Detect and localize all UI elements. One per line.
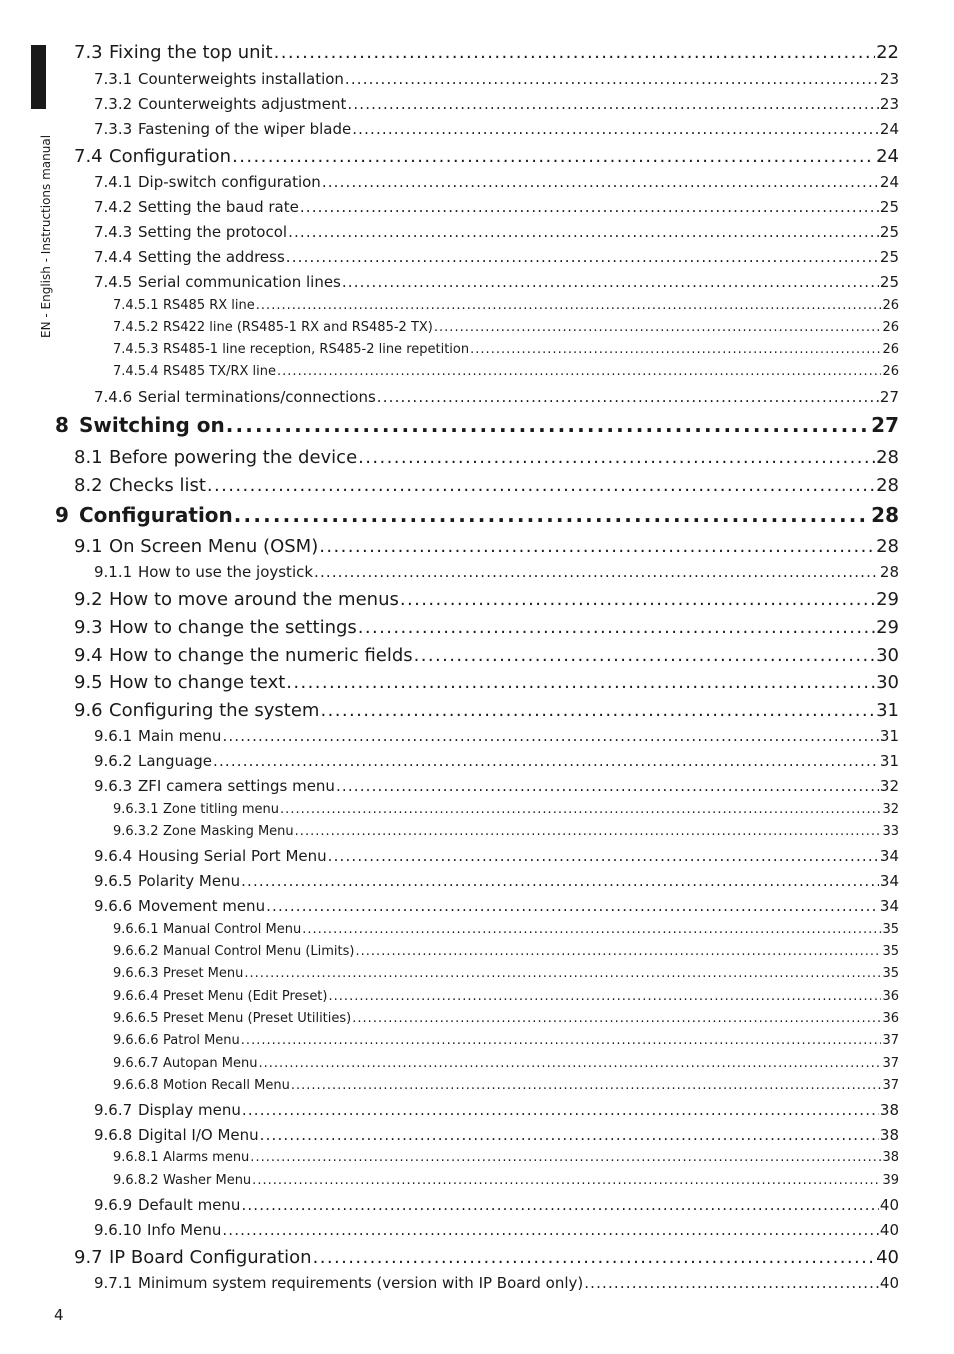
toc-entry[interactable] (94, 248, 899, 266)
toc-entry-page: 31 (879, 752, 899, 770)
dot-leader (328, 989, 881, 1004)
toc-entry-page: 33 (882, 824, 899, 839)
toc-entry-number: 7.4.5.3 (113, 342, 159, 357)
toc-entry[interactable] (94, 173, 899, 191)
toc-entry-number: 8.2 (74, 475, 103, 496)
toc-entry-page: 25 (879, 273, 899, 291)
toc-entry-title: Preset Menu (163, 966, 244, 981)
toc-entry-number: 9.6.6.4 (113, 989, 159, 1004)
toc-entry[interactable] (94, 1101, 899, 1119)
toc-entry-title: RS485-1 line reception, RS485-2 line repetition (163, 342, 470, 357)
toc-entry-page: 40 (879, 1221, 899, 1239)
dot-leader (286, 672, 875, 693)
toc-entry-number: 9.6.3.2 (113, 824, 159, 839)
toc-entry[interactable] (113, 989, 899, 1004)
toc-entry-number: 9.6.6.3 (113, 966, 159, 981)
toc-entry-title: How to change the settings (109, 617, 357, 638)
toc-entry-page: 37 (882, 1078, 899, 1093)
dot-leader (213, 752, 879, 770)
toc-entry-page: 26 (882, 342, 899, 357)
toc-entry[interactable] (74, 447, 899, 468)
toc-entry-title: How to change text (109, 672, 286, 693)
toc-entry-title: Patrol Menu (163, 1033, 240, 1048)
dot-leader (252, 1173, 881, 1188)
toc-entry-page: 24 (879, 120, 899, 138)
toc-entry[interactable] (94, 198, 899, 216)
toc-entry-page: 22 (876, 42, 899, 63)
toc-entry[interactable] (74, 146, 899, 167)
toc-entry-number: 9.6.3.1 (113, 802, 159, 817)
toc-entry-page: 40 (876, 1247, 899, 1268)
dot-leader (320, 700, 875, 721)
toc-entry-page: 34 (879, 847, 899, 865)
toc-entry-page: 23 (879, 70, 899, 88)
toc-entry[interactable] (94, 847, 899, 865)
toc-entry-number: 9.6.6 (94, 897, 133, 915)
dot-leader (256, 298, 882, 313)
toc-entry[interactable] (74, 475, 899, 496)
toc-entry-page: 31 (876, 700, 899, 721)
dot-leader (322, 173, 879, 191)
toc-entry[interactable] (94, 223, 899, 241)
dot-leader (266, 897, 879, 915)
toc-entry-number: 9.1 (74, 536, 103, 557)
toc-entry-number: 9.6.4 (94, 847, 133, 865)
toc-entry-page: 34 (879, 872, 899, 890)
toc-entry-title: Switching on (79, 413, 225, 437)
toc-entry-number: 9.6.6.2 (113, 944, 159, 959)
toc-entry[interactable] (74, 536, 899, 557)
dot-leader (302, 922, 881, 937)
toc-entry-title: RS485 RX line (163, 298, 255, 313)
dot-leader (222, 1221, 879, 1239)
dot-leader (274, 42, 875, 63)
section-marker-bar (31, 45, 46, 109)
toc-entry-title: How to use the joystick (138, 563, 314, 581)
dot-leader (207, 475, 875, 496)
dot-leader (258, 1056, 881, 1071)
toc-entry-number: 9.6.8.2 (113, 1173, 159, 1188)
toc-entry[interactable] (94, 1126, 899, 1144)
dot-leader (319, 536, 875, 557)
toc-entry[interactable] (74, 1247, 899, 1268)
dot-leader (355, 944, 881, 959)
toc-entry-title: Setting the address (138, 248, 285, 266)
toc-entry-page: 29 (876, 617, 899, 638)
toc-entry-number: 9.6.9 (94, 1196, 133, 1214)
dot-leader (234, 503, 870, 527)
toc-entry-page: 24 (876, 146, 899, 167)
toc-entry[interactable] (113, 824, 899, 839)
toc-entry-page: 25 (879, 223, 899, 241)
toc-entry-page: 35 (882, 922, 899, 937)
toc-entry[interactable] (113, 944, 899, 959)
toc-entry-page: 40 (879, 1196, 899, 1214)
dot-leader (434, 320, 882, 335)
dot-leader (241, 872, 879, 890)
toc-entry-number: 8.1 (74, 447, 103, 468)
toc-entry-title: Configuring the system (109, 700, 320, 721)
toc-entry-title: Motion Recall Menu (163, 1078, 290, 1093)
toc-entry-page: 32 (879, 777, 899, 795)
toc-entry[interactable] (113, 966, 899, 981)
toc-entry-page: 25 (879, 248, 899, 266)
dot-leader (242, 1101, 879, 1119)
toc-entry[interactable] (113, 320, 899, 335)
toc-entry-page: 28 (871, 503, 899, 527)
toc-entry-number: 9.6.6.5 (113, 1011, 159, 1026)
toc-entry-title: How to change the numeric fields (109, 645, 413, 666)
toc-entry[interactable] (94, 273, 899, 291)
toc-entry-number: 9.6.8 (94, 1126, 133, 1144)
toc-entry[interactable] (113, 1173, 899, 1188)
toc-entry-number: 7.4.3 (94, 223, 133, 241)
toc-entry-title: ZFI camera settings menu (138, 777, 335, 795)
toc-entry[interactable] (94, 777, 899, 795)
dot-leader (291, 1078, 882, 1093)
toc-entry-title: Setting the baud rate (138, 198, 299, 216)
toc-entry-page: 35 (882, 966, 899, 981)
side-label: EN - English - Instructions manual (39, 134, 53, 338)
toc-entry-title: Serial communication lines (138, 273, 341, 291)
toc-entry[interactable] (113, 1078, 899, 1093)
dot-leader (280, 802, 881, 817)
dot-leader (241, 1196, 878, 1214)
toc-entry[interactable] (113, 1011, 899, 1026)
toc-entry-number: 7.4.1 (94, 173, 133, 191)
toc-entry-page: 30 (876, 645, 899, 666)
toc-entry-number: 9.6.1 (94, 727, 133, 745)
toc-entry-title: Movement menu (138, 897, 266, 915)
toc-entry-number: 7.3.1 (94, 70, 133, 88)
toc-entry[interactable] (113, 364, 899, 379)
toc-entry-page: 36 (882, 1011, 899, 1026)
dot-leader (352, 1011, 881, 1026)
toc-entry-page: 24 (879, 173, 899, 191)
toc-entry-number: 9.2 (74, 589, 103, 610)
toc-entry-number: 7.4.5 (94, 273, 133, 291)
toc-entry-title: Configuration (79, 503, 233, 527)
toc-entry-title: Language (138, 752, 213, 770)
toc-entry-page: 39 (882, 1173, 899, 1188)
toc-entry-page: 35 (882, 944, 899, 959)
toc-entry-title: Setting the protocol (138, 223, 288, 241)
toc-entry-title: Fixing the top unit (109, 42, 273, 63)
toc-entry-page: 32 (882, 802, 899, 817)
toc-entry-page: 28 (876, 447, 899, 468)
toc-entry-title: Manual Control Menu (163, 922, 302, 937)
dot-leader (222, 727, 878, 745)
toc-entry-page: 26 (882, 298, 899, 313)
toc-entry-title: Counterweights adjustment (138, 95, 347, 113)
toc-entry-title: Fastening of the wiper blade (138, 120, 352, 138)
toc-entry-page: 23 (879, 95, 899, 113)
dot-leader (347, 95, 878, 113)
toc-entry[interactable] (94, 1274, 899, 1292)
dot-leader (342, 273, 879, 291)
toc-entry[interactable] (74, 700, 899, 721)
toc-entry-number: 9.4 (74, 645, 103, 666)
toc-entry-number: 7.3.3 (94, 120, 133, 138)
toc-entry-title: Display menu (138, 1101, 241, 1119)
dot-leader (288, 223, 879, 241)
toc-entry-title: Zone titling menu (163, 802, 280, 817)
toc-entry-title: Preset Menu (Edit Preset) (163, 989, 328, 1004)
toc-entry-title: Housing Serial Port Menu (138, 847, 327, 865)
toc-entry-title: On Screen Menu (OSM) (109, 536, 319, 557)
toc-entry-page: 28 (879, 563, 899, 581)
toc-entry-title: RS485 TX/RX line (163, 364, 276, 379)
toc-entry-title: Minimum system requirements (version with IP Board only) (138, 1274, 584, 1292)
dot-leader (277, 364, 881, 379)
dot-leader (358, 447, 875, 468)
toc-entry-page: 26 (882, 364, 899, 379)
toc-entry[interactable] (94, 1221, 899, 1239)
toc-entry[interactable] (113, 1150, 899, 1165)
toc-entry-number: 7.3 (74, 42, 103, 63)
toc-entry[interactable] (74, 645, 899, 666)
toc-entry[interactable] (113, 802, 899, 817)
dot-leader (352, 120, 879, 138)
toc-entry-number: 7.4 (74, 146, 103, 167)
toc-entry-title: Zone Masking Menu (163, 824, 294, 839)
toc-entry-title: Manual Control Menu (Limits) (163, 944, 355, 959)
toc-entry-title: Washer Menu (163, 1173, 252, 1188)
toc-entry[interactable] (74, 617, 899, 638)
dot-leader (377, 388, 879, 406)
toc-entry[interactable] (113, 342, 899, 357)
toc-entry[interactable] (94, 727, 899, 745)
dot-leader (470, 342, 881, 357)
toc-entry-page: 30 (876, 672, 899, 693)
dot-leader (336, 777, 879, 795)
toc-entry-number: 9.6.5 (94, 872, 133, 890)
dot-leader (345, 70, 879, 88)
toc-entry[interactable] (94, 388, 899, 406)
toc-entry-page: 36 (882, 989, 899, 1004)
toc-entry[interactable] (74, 589, 899, 610)
toc-entry-number: 7.4.4 (94, 248, 133, 266)
toc-entry-page: 27 (871, 413, 899, 437)
toc-entry-number: 7.4.6 (94, 388, 133, 406)
toc-entry-page: 31 (879, 727, 899, 745)
dot-leader (260, 1126, 879, 1144)
toc-entry-page: 29 (876, 589, 899, 610)
dot-leader (244, 966, 881, 981)
toc-entry[interactable] (94, 1196, 899, 1214)
toc-entry[interactable] (94, 872, 899, 890)
toc-entry-number: 8 (55, 413, 69, 437)
toc-entry-number: 9.3 (74, 617, 103, 638)
toc-entry-page: 26 (882, 320, 899, 335)
toc-entry-page: 34 (879, 897, 899, 915)
toc-entry[interactable] (74, 672, 899, 693)
toc-entry-page: 38 (879, 1126, 899, 1144)
dot-leader (300, 198, 879, 216)
dot-leader (414, 645, 875, 666)
toc-entry-title: Preset Menu (Preset Utilities) (163, 1011, 352, 1026)
toc-entry-number: 9.6.6.8 (113, 1078, 159, 1093)
toc-entry[interactable] (113, 922, 899, 937)
dot-leader (328, 847, 879, 865)
toc-entry-page: 37 (882, 1033, 899, 1048)
toc-entry[interactable] (94, 897, 899, 915)
toc-entry[interactable] (113, 1056, 899, 1071)
toc-entry[interactable] (55, 503, 899, 527)
toc-entry-number: 9.1.1 (94, 563, 133, 581)
dot-leader (232, 146, 875, 167)
toc-entry[interactable] (94, 95, 899, 113)
toc-entry-number: 9.7 (74, 1247, 103, 1268)
toc-entry-page: 27 (879, 388, 899, 406)
toc-entry-page: 40 (879, 1274, 899, 1292)
toc-entry-number: 9.6.3 (94, 777, 133, 795)
dot-leader (314, 563, 879, 581)
dot-leader (313, 1247, 876, 1268)
toc-entry-number: 7.4.5.2 (113, 320, 159, 335)
toc-entry[interactable] (94, 752, 899, 770)
toc-entry-number: 9.6.7 (94, 1101, 133, 1119)
toc-entry-title: Digital I/O Menu (138, 1126, 259, 1144)
toc-entry-title: Configuration (109, 146, 232, 167)
toc-entry-page: 25 (879, 198, 899, 216)
toc-entry-title: Before powering the device (109, 447, 358, 468)
toc-entry-title: Main menu (138, 727, 222, 745)
toc-entry[interactable] (94, 70, 899, 88)
toc-entry-number: 7.4.2 (94, 198, 133, 216)
dot-leader (226, 413, 870, 437)
toc-entry[interactable] (113, 1033, 899, 1048)
toc-entry-number: 9.6.6.6 (113, 1033, 159, 1048)
dot-leader (241, 1033, 882, 1048)
dot-leader (400, 589, 875, 610)
toc-entry-title: IP Board Configuration (109, 1247, 312, 1268)
toc-entry-title: How to move around the menus (109, 589, 399, 610)
toc-entry-number: 9.6.8.1 (113, 1150, 159, 1165)
toc-entry-title: Dip-switch configuration (138, 173, 321, 191)
toc-entry-title: Polarity Menu (138, 872, 241, 890)
toc-entry-number: 9.5 (74, 672, 103, 693)
toc-entry-title: Serial terminations/connections (138, 388, 376, 406)
toc-entry-title: Checks list (109, 475, 206, 496)
toc-entry-page: 38 (879, 1101, 899, 1119)
toc-entry-title: Default menu (138, 1196, 241, 1214)
toc-entry-page: 38 (882, 1150, 899, 1165)
toc-entry[interactable] (74, 42, 899, 63)
toc-entry-title: Info Menu (147, 1221, 222, 1239)
toc-entry-number: 7.4.5.1 (113, 298, 159, 313)
dot-leader (584, 1274, 879, 1292)
toc-entry-title: Alarms menu (163, 1150, 250, 1165)
toc-entry[interactable] (94, 120, 899, 138)
toc-entry-title: RS422 line (RS485-1 RX and RS485-2 TX) (163, 320, 433, 335)
toc-entry[interactable] (94, 563, 899, 581)
toc-entry-number: 9.7.1 (94, 1274, 133, 1292)
toc-entry[interactable] (113, 298, 899, 313)
toc-entry-page: 28 (876, 475, 899, 496)
dot-leader (295, 824, 882, 839)
toc-entry-number: 9 (55, 503, 69, 527)
toc-entry-number: 9.6.6.1 (113, 922, 159, 937)
toc-entry-title: Counterweights installation (138, 70, 344, 88)
toc-entry-title: Autopan Menu (163, 1056, 258, 1071)
toc-entry-number: 9.6 (74, 700, 103, 721)
page-number: 4 (54, 1306, 64, 1324)
dot-leader (286, 248, 879, 266)
toc-entry-page: 28 (876, 536, 899, 557)
dot-leader (358, 617, 875, 638)
toc-entry-page: 37 (882, 1056, 899, 1071)
toc-entry-number: 9.6.10 (94, 1221, 142, 1239)
toc-entry-number: 9.6.2 (94, 752, 133, 770)
dot-leader (250, 1150, 881, 1165)
toc-entry-number: 7.4.5.4 (113, 364, 159, 379)
toc-entry-number: 7.3.2 (94, 95, 133, 113)
toc-entry-number: 9.6.6.7 (113, 1056, 159, 1071)
toc-entry[interactable] (55, 413, 899, 437)
